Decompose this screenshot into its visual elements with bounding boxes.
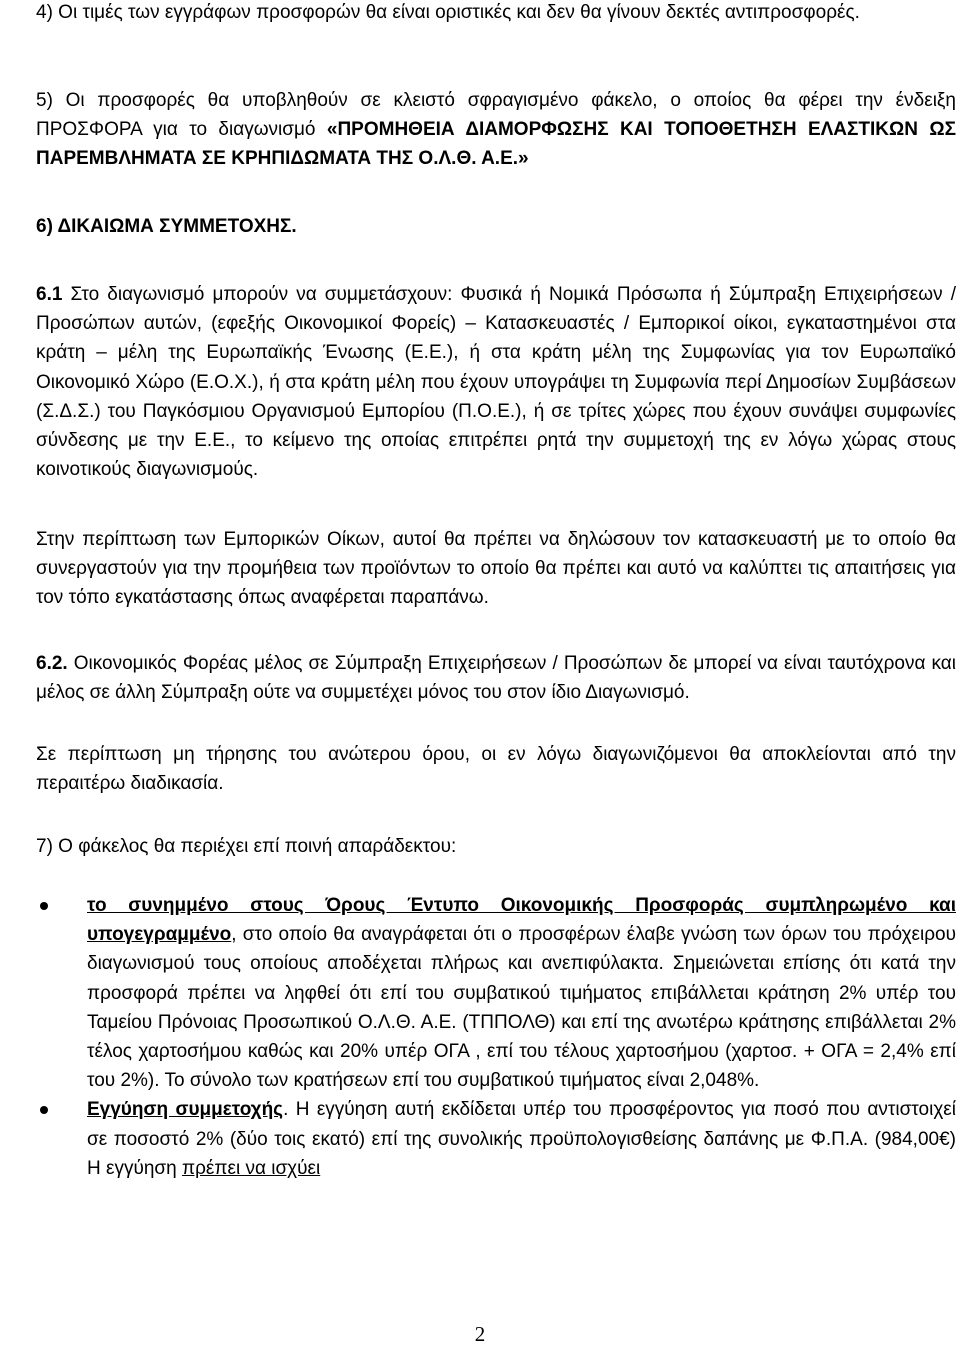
page-number: 2 — [474, 1322, 486, 1346]
list-item-financial-offer: το συνημμένο στους Όρους Έντυπο Οικονομικής Προσφοράς συμπληρωμένο και υπογεγραμμένο, στο οποίο θα αναγράφεται ότι ο προσφέρων έλαβε γνώση των όρων του πρόχειρου διαγωνισμού τους οποίους αποδέχεται πλήρως και ανεπιφύλακτα. Σημειώνεται επίσης ότι κατά την προσφορά πρέπει να ληφθεί ότι επί του συμβατικού τιμήματος επιβάλλεται κράτηση 2% υπέρ του Ταμείου Πρόνοιας Προσωπικού Ο.Λ.Θ. Α.Ε. (ΤΠΠΟΛΘ) και επί της ανωτέρω κράτησης επιβάλλεται 2% τέλος χαρτοσήμου καθώς και 20% υπέρ ΟΓΑ , επί του τέλους χαρτοσήμου (χαρτοσ. + ΟΓΑ = 2,4% επί του 2%). Το σύνολο των κρατήσεων επί του συμβατικού τιμήματος είναι 2,048%. — [36, 891, 956, 1095]
paragraph-exclusion: Σε περίπτωση μη τήρησης του ανώτερου όρου, οι εν λόγω διαγωνιζόμενοι θα αποκλείονται από την περαιτέρω διαδικασία. — [36, 744, 956, 795]
bullet-icon — [40, 902, 48, 910]
section-6-heading: 6) ΔΙΚΑΙΩΜΑ ΣΥΜΜΕΤΟΧΗΣ. — [36, 216, 297, 237]
bullet-icon — [40, 1106, 48, 1114]
list-item-guarantee: Εγγύηση συμμετοχής. Η εγγύηση αυτή εκδίδεται υπέρ του προσφέροντος για ποσό που αντιστοιχεί σε ποσοστό 2% (δύο τοις εκατό) επί της συνολικής προϋπολογισθείσης δαπάνης με Φ.Π.Α. (984,00€) Η εγγύηση πρέπει να ισχύει — [36, 1095, 956, 1183]
item-5-text: 5) Οι προσφορές θα υποβληθούν σε κλειστό σφραγισμένο φάκελο, ο οποίος θα φέρει την ένδειξη ΠΡΟΣΦΟΡΑ για το διαγωνισμό «ΠΡΟΜΗΘΕΙΑ ΔΙΑΜΟΡΦΩΣΗΣ ΚΑΙ ΤΟΠΟΘΕΤΗΣΗ ΕΛΑΣΤΙΚΩΝ ΩΣ ΠΑΡΕΜΒΛΗΜΑΤΑ ΣΕ ΚΡΗΠΙΔΩΜΑΤΑ ΤΗΣ Ο.Λ.Θ. Α.Ε.» — [36, 90, 956, 170]
item-4-text: 4) Οι τιμές των εγγράφων προσφορών θα είναι οριστικές και δεν θα γίνουν δεκτές αντιπροσφορές. — [36, 2, 860, 23]
guarantee-validity-text: πρέπει να ισχύει — [182, 1157, 321, 1179]
envelope-contents-list — [36, 891, 956, 1183]
paragraph-6-1: 6.1 Στο διαγωνισμό μπορούν να συμμετάσχουν: Φυσικά ή Νομικά Πρόσωπα ή Σύμπραξη Επιχειρήσεων / Προσώπων αυτών, (εφεξής Οικονομικοί Φορείς) – Κατασκευαστές / Εμπορικοί οίκοι, εγκαταστημένοι στα κράτη – μέλη της Ευρωπαϊκής Ένωσης (Ε.Ε.), ή στα κράτη μέλη της Συμφωνίας για τον Ευρωπαϊκό Οικονομικό Χώρο (Ε.Ο.Χ.), ή στα κράτη μέλη που έχουν υπογράψει τη Συμφωνία περί Δημοσίων Συμβάσεων (Σ.Δ.Σ.) του Παγκόσμιου Οργανισμού Εμπορίου (Π.Ο.Ε.), ή σε τρίτες χώρες που έχουν συνάψει συμφωνίες σύνδεσης με την Ε.Ε., το κείμενο της οποίας επιτρέπει ρητά την συμμετοχή της εν λόγω χώρας στους κοινοτικούς διαγωνισμούς. — [36, 284, 956, 481]
financial-offer-form-label: το συνημμένο στους Όρους Έντυπο Οικονομικής Προσφοράς συμπληρωμένο και υπογεγραμμένο — [87, 895, 956, 946]
guarantee-label: Εγγύηση συμμετοχής — [87, 1099, 284, 1121]
section-7-heading: 7) Ο φάκελος θα περιέχει επί ποινή απαράδεκτου: — [36, 836, 457, 857]
paragraph-6-1-number: 6.1 — [36, 284, 63, 305]
paragraph-6-2-number: 6.2. — [36, 653, 68, 674]
tender-title: «ΠΡΟΜΗΘΕΙΑ ΔΙΑΜΟΡΦΩΣΗΣ ΚΑΙ ΤΟΠΟΘΕΤΗΣΗ ΕΛΑΣΤΙΚΩΝ ΩΣ ΠΑΡΕΜΒΛΗΜΑΤΑ ΣΕ ΚΡΗΠΙΔΩΜΑΤΑ ΤΗΣ Ο.Λ.Θ. Α.Ε.» — [36, 119, 956, 170]
paragraph-merchants: Στην περίπτωση των Εμπορικών Οίκων, αυτοί θα πρέπει να δηλώσουν τον κατασκευαστή με το οποίο θα συνεργαστούν για την προμήθεια των προϊόντων το οποίο θα πρέπει και αυτό να καλύπτει τις απαιτήσεις για τον τόπο εγκατάστασης όπως αναφέρεται παραπάνω. — [36, 529, 956, 609]
paragraph-6-2: 6.2. Οικονομικός Φορέας μέλος σε Σύμπραξη Επιχειρήσεων / Προσώπων δε μπορεί να είναι ταυτόχρονα και μέλος σε άλλη Σύμπραξη ούτε να συμμετέχει μόνος του στον ίδιο Διαγωνισμό. — [36, 653, 956, 704]
